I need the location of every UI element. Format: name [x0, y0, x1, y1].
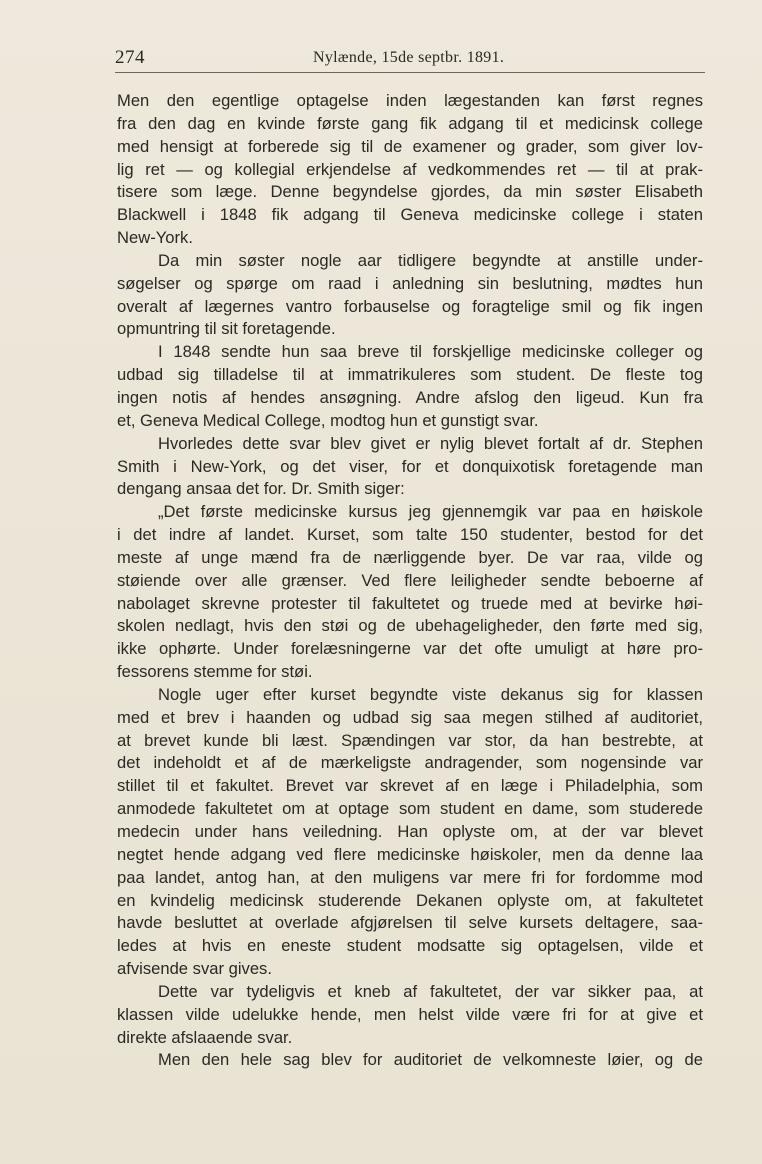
text-line: med hensigt at forberede sig til de examener og grader, som giver lov-	[117, 136, 703, 156]
text-line: det indeholdt et af de mærkeligste andragender, som nogensinde var	[117, 753, 703, 773]
article-body	[117, 90, 703, 1072]
text-line: at brevet kunde bli læst. Spændingen var stor, da han bestrebte, at	[117, 730, 703, 750]
text-line: lig ret — og kollegial erkjendelse af vedkommendes ret — til at prak-	[117, 159, 703, 179]
text-line: paa landet, antog han, at den muligens var mere fri for fordomme mod	[117, 867, 703, 887]
text-line: ingen notis af hendes ansøgning. Andre afslog den ligeud. Kun fra	[117, 387, 703, 407]
header-rule	[115, 72, 705, 73]
text-line: overalt af lægernes vantro forbauselse og foragtelige smil og fik ingen	[117, 296, 703, 316]
text-line: Men den hele sag blev for auditoriet de velkomneste løier, og de	[158, 1050, 703, 1070]
text-line: Men den egentlige optagelse inden lægestanden kan først regnes	[117, 91, 703, 110]
text-line: New-York.	[117, 228, 193, 248]
text-line: nabolaget skrevne protester til fakultetet og truede med at bevirke høi-	[117, 593, 703, 613]
text-line: stillet til et fakultet. Brevet var skrevet af en læge i Philadelphia, som	[117, 776, 703, 796]
text-line: med et brev i haanden og udbad sig saa megen stilhed af auditoriet,	[117, 707, 703, 727]
text-line: ledes at hvis en eneste student modsatte sig optagelsen, vilde et	[117, 936, 703, 956]
text-line: Blackwell i 1848 fik adgang til Geneva medicinske college i staten	[117, 205, 703, 225]
text-line: udbad sig tilladelse til at immatrikuleres som student. De fleste tog	[117, 365, 703, 385]
running-head: Nylænde, 15de septbr. 1891.	[313, 49, 505, 66]
text-line: ikke ophørte. Under forelæsningerne var det ofte umuligt at høre pro-	[117, 639, 703, 659]
text-line: skolen nedlagt, hvis den støi og de ubehageligheder, den førte med sig,	[117, 616, 703, 636]
text-line: tisere som læge. Denne begyndelse gjordes, da min søster Elisabeth	[117, 182, 703, 202]
text-line: I 1848 sendte hun saa breve til forskjellige medicinske colleger og	[158, 342, 703, 362]
page-header	[115, 47, 705, 73]
text-line: anmodede fakultetet om at optage som student en dame, som studerede	[117, 799, 703, 819]
text-line: havde besluttet at overlade afgjørelsen til selve kursets deltagere, saa-	[117, 913, 703, 933]
text-line: støiende over alle grænser. Ved flere leiligheder sendte beboerne af	[117, 570, 703, 590]
text-line: fessorens stemme for støi.	[117, 662, 313, 682]
text-line: dengang ansaa det for. Dr. Smith siger:	[117, 479, 405, 499]
text-line: en kvindelig medicinsk studerende Dekanen oplyste om, at fakultetet	[117, 890, 703, 910]
text-line: klassen vilde udelukke hende, men helst vilde være fri for at give et	[117, 1004, 703, 1024]
text-line: søgelser og spørge om raad i anledning sin beslutning, mødtes hun	[117, 273, 703, 293]
text-line: fra den dag en kvinde første gang fik adgang til et medicinsk college	[117, 113, 703, 133]
text-line: medecin under hans veiledning. Han oplyste om, at der var blevet	[117, 822, 703, 841]
text-line: opmuntring til sit foretagende.	[117, 319, 336, 339]
page-number: 274	[115, 47, 145, 68]
text-line: negtet hende adgang ved flere medicinske høiskoler, men da denne laa	[117, 844, 703, 864]
text-line: Hvorledes dette svar blev givet er nylig blevet fortalt af dr. Stephen	[158, 433, 703, 453]
text-line: direkte afslaaende svar.	[117, 1027, 293, 1047]
text-line: „Det første medicinske kursus jeg gjennemgik var paa en høiskole	[158, 502, 703, 522]
text-line: meste af unge mænd fra de nærliggende byer. De var raa, vilde og	[117, 547, 703, 567]
text-line: Smith i New-York, og det viser, for et donquixotisk foretagende man	[117, 456, 703, 476]
text-line: Dette var tydeligvis et kneb af fakultetet, der var sikker paa, at	[158, 981, 703, 1001]
text-line: afvisende svar gives.	[117, 959, 272, 979]
text-line: et, Geneva Medical College, modtog hun et gunstigt svar.	[117, 410, 539, 430]
text-line: i det indre af landet. Kurset, som talte 150 studenter, bestod for det	[117, 525, 703, 545]
text-line: Nogle uger efter kurset begyndte viste dekanus sig for klassen	[158, 684, 703, 704]
text-line: Da min søster nogle aar tidligere begyndte at anstille under-	[158, 250, 703, 270]
